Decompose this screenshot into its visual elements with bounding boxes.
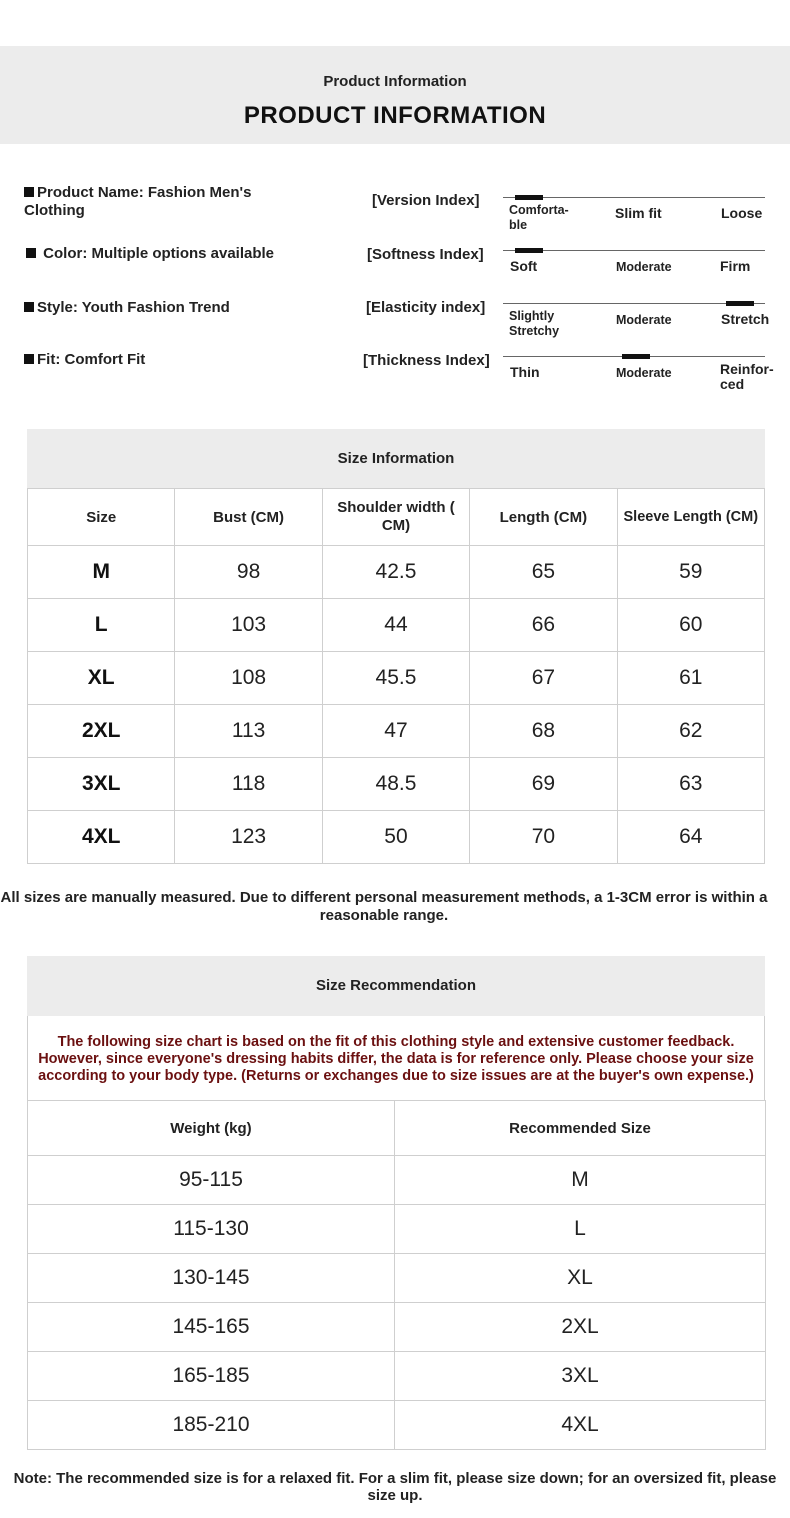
product-style: Style: Youth Fashion Trend <box>24 299 230 317</box>
softness-option-1: Soft <box>510 258 538 274</box>
column-header: Weight (kg) <box>28 1101 395 1156</box>
weight-cell: 115-130 <box>28 1205 395 1254</box>
thickness-index-title: [Thickness Index] <box>363 352 490 369</box>
page-header <box>0 46 790 144</box>
sleeve-cell: 60 <box>617 599 764 652</box>
weight-cell: 145-165 <box>28 1303 395 1352</box>
recommended-size-cell: 3XL <box>395 1352 766 1401</box>
product-color: Color: Multiple options available <box>26 245 274 263</box>
size-cell: 3XL <box>28 758 175 811</box>
table-row <box>28 1205 766 1254</box>
elasticity-index-marker <box>726 301 754 306</box>
table-row <box>28 1254 766 1303</box>
bullet-square-icon <box>24 354 34 364</box>
size-cell: XL <box>28 652 175 705</box>
bust-cell: 108 <box>175 652 322 705</box>
size-cell: M <box>28 546 175 599</box>
shoulder-cell: 50 <box>322 811 469 864</box>
elasticity-option-2: Moderate <box>616 313 672 327</box>
column-header: Size <box>28 489 175 546</box>
fit-note: Note: The recommended size is for a relaxed fit. For a slim fit, please size down; for an oversized fit, please size up. <box>13 1470 777 1504</box>
size-info-title: Size Information <box>27 429 765 489</box>
recommended-size-cell: M <box>395 1156 766 1205</box>
elasticity-option-1: Slightly Stretchy <box>509 309 560 338</box>
shoulder-cell: 48.5 <box>322 758 469 811</box>
length-cell: 66 <box>470 599 617 652</box>
size-rec-description: The following size chart is based on the fit of this clothing style and extensive customer feedback. However, since everyone's dressing habits differ, the data is for reference only. Please choose your size according to your body type. (Returns or exchanges due to size issues are at the buyer's own expense.) <box>27 1016 765 1100</box>
weight-cell: 165-185 <box>28 1352 395 1401</box>
shoulder-cell: 45.5 <box>322 652 469 705</box>
table-row <box>28 652 765 705</box>
version-option-2: Slim fit <box>615 205 662 221</box>
size-cell: 2XL <box>28 705 175 758</box>
length-cell: 69 <box>470 758 617 811</box>
version-index-title: [Version Index] <box>372 192 480 209</box>
sleeve-cell: 62 <box>617 705 764 758</box>
bust-cell: 103 <box>175 599 322 652</box>
product-fit: Fit: Comfort Fit <box>24 351 145 369</box>
table-row <box>28 1401 766 1450</box>
sleeve-cell: 64 <box>617 811 764 864</box>
table-row <box>28 1303 766 1352</box>
elasticity-index-title: [Elasticity index] <box>366 299 486 316</box>
bust-cell: 113 <box>175 705 322 758</box>
length-cell: 65 <box>470 546 617 599</box>
bullet-square-icon <box>26 248 36 258</box>
softness-option-3: Firm <box>720 258 751 274</box>
length-cell: 67 <box>470 652 617 705</box>
size-info-table <box>27 488 765 864</box>
recommended-size-cell: XL <box>395 1254 766 1303</box>
sleeve-cell: 59 <box>617 546 764 599</box>
size-rec-table <box>27 1100 766 1450</box>
table-row <box>28 1352 766 1401</box>
table-header-row <box>28 1101 766 1156</box>
bullet-square-icon <box>24 187 34 197</box>
bust-cell: 98 <box>175 546 322 599</box>
weight-cell: 130-145 <box>28 1254 395 1303</box>
page-title: PRODUCT INFORMATION <box>243 102 547 129</box>
softness-index-marker <box>515 248 543 253</box>
elasticity-option-3: Stretch <box>721 311 770 327</box>
sleeve-cell: 63 <box>617 758 764 811</box>
bust-cell: 123 <box>175 811 322 864</box>
column-header: Length (CM) <box>470 489 617 546</box>
thickness-option-3: Reinfor- ced <box>720 361 774 392</box>
weight-cell: 95-115 <box>28 1156 395 1205</box>
version-option-3: Loose <box>721 205 763 221</box>
header-subtitle: Product Information <box>323 73 467 90</box>
column-header: Sleeve Length (CM) <box>617 489 764 546</box>
softness-option-2: Moderate <box>616 260 672 274</box>
column-header: Shoulder width ( CM) <box>322 489 469 546</box>
thickness-index-marker <box>622 354 650 359</box>
recommended-size-cell: 4XL <box>395 1401 766 1450</box>
table-row <box>28 546 765 599</box>
measurement-note: All sizes are manually measured. Due to different personal measurement methods, a 1-3CM error is within a reasonable range. <box>0 889 768 924</box>
shoulder-cell: 44 <box>322 599 469 652</box>
column-header: Recommended Size <box>395 1101 766 1156</box>
length-cell: 68 <box>470 705 617 758</box>
bullet-square-icon <box>24 302 34 312</box>
table-row <box>28 758 765 811</box>
shoulder-cell: 47 <box>322 705 469 758</box>
bust-cell: 118 <box>175 758 322 811</box>
table-row <box>28 705 765 758</box>
shoulder-cell: 42.5 <box>322 546 469 599</box>
weight-cell: 185-210 <box>28 1401 395 1450</box>
thickness-option-2: Moderate <box>616 366 672 380</box>
recommended-size-cell: L <box>395 1205 766 1254</box>
version-option-1: Comforta- ble <box>509 203 569 232</box>
table-row <box>28 1156 766 1205</box>
table-row <box>28 599 765 652</box>
version-index-marker <box>515 195 543 200</box>
product-name: Product Name: Fashion Men's Clothing <box>24 184 252 219</box>
table-header-row <box>28 489 765 546</box>
size-rec-title: Size Recommendation <box>27 956 765 1016</box>
recommended-size-cell: 2XL <box>395 1303 766 1352</box>
sleeve-cell: 61 <box>617 652 764 705</box>
size-cell: 4XL <box>28 811 175 864</box>
length-cell: 70 <box>470 811 617 864</box>
size-cell: L <box>28 599 175 652</box>
column-header: Bust (CM) <box>175 489 322 546</box>
softness-index-title: [Softness Index] <box>367 246 484 263</box>
thickness-option-1: Thin <box>510 364 540 380</box>
table-row <box>28 811 765 864</box>
